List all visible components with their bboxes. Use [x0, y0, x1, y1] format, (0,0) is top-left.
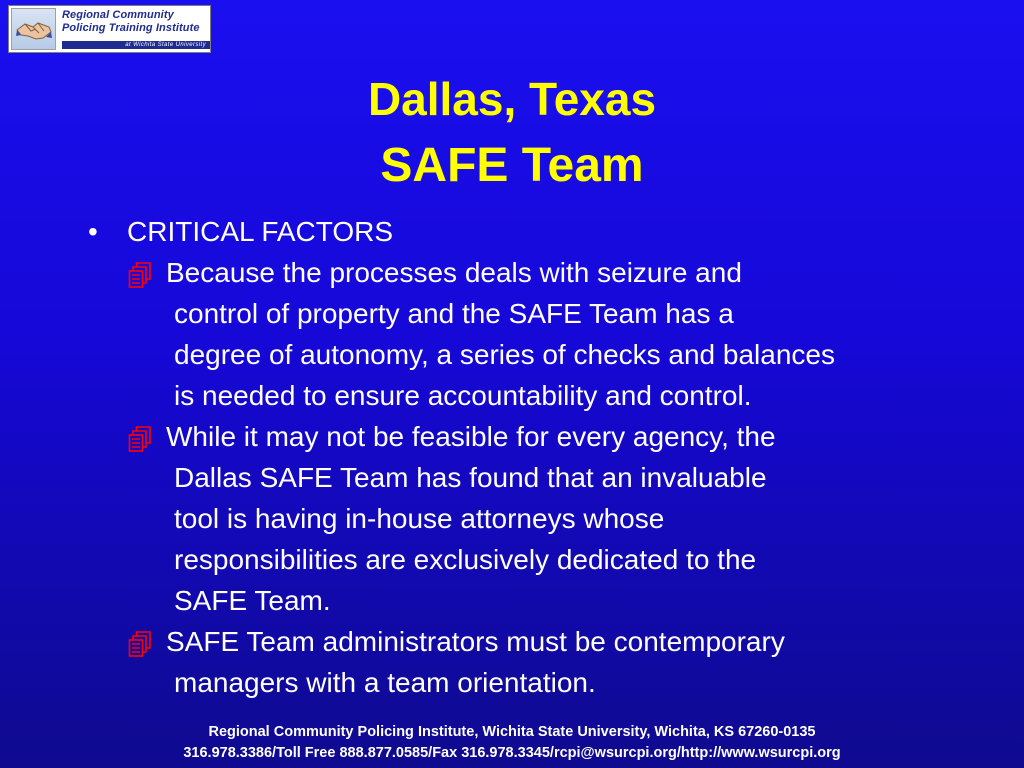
list-item-line: SAFE Team administrators must be contemporary — [166, 626, 785, 657]
list-item-line: managers with a team orientation. — [174, 667, 596, 698]
list-item-line: SAFE Team. — [174, 585, 331, 616]
logo-title — [62, 10, 200, 34]
list-item-line: While it may not be feasible for every agency, the — [166, 421, 776, 452]
handshake-icon — [16, 14, 52, 44]
stacked-books-icon — [128, 425, 154, 453]
bullet-dot: • — [88, 216, 98, 247]
list-item-line: degree of autonomy, a series of checks and balances — [174, 339, 835, 370]
list-item-line: tool is having in-house attorneys whose — [174, 503, 665, 534]
stacked-books-icon — [128, 261, 154, 289]
list-item-line: control of property and the SAFE Team has a — [174, 298, 734, 329]
logo-title-line1: Regional Community — [62, 9, 174, 21]
institute-logo — [8, 5, 211, 53]
list-item-line: Because the processes deals with seizure and — [166, 257, 742, 288]
logo-subtitle: at Wichita State University — [125, 42, 206, 48]
footer-contact: 316.978.3386/Toll Free 888.877.0585/Fax 316.978.3345/rcpi@wsurcpi.org/http://www.wsurcpi.org — [183, 745, 841, 761]
slide-title: Dallas, Texas — [367, 73, 657, 125]
slide-subtitle: SAFE Team — [380, 139, 644, 192]
footer-address: Regional Community Policing Institute, Wichita State University, Wichita, KS 67260-0135 — [208, 724, 816, 740]
section-heading: CRITICAL FACTORS — [127, 216, 394, 247]
logo-title-line2: Policing Training Institute — [62, 22, 200, 34]
list-item-line: is needed to ensure accountability and control. — [174, 380, 752, 411]
list-item-line: Dallas SAFE Team has found that an invaluable — [174, 462, 767, 493]
list-item-line: responsibilities are exclusively dedicated to the — [174, 544, 757, 575]
stacked-books-icon — [128, 630, 154, 658]
logo-emblem — [11, 8, 56, 50]
